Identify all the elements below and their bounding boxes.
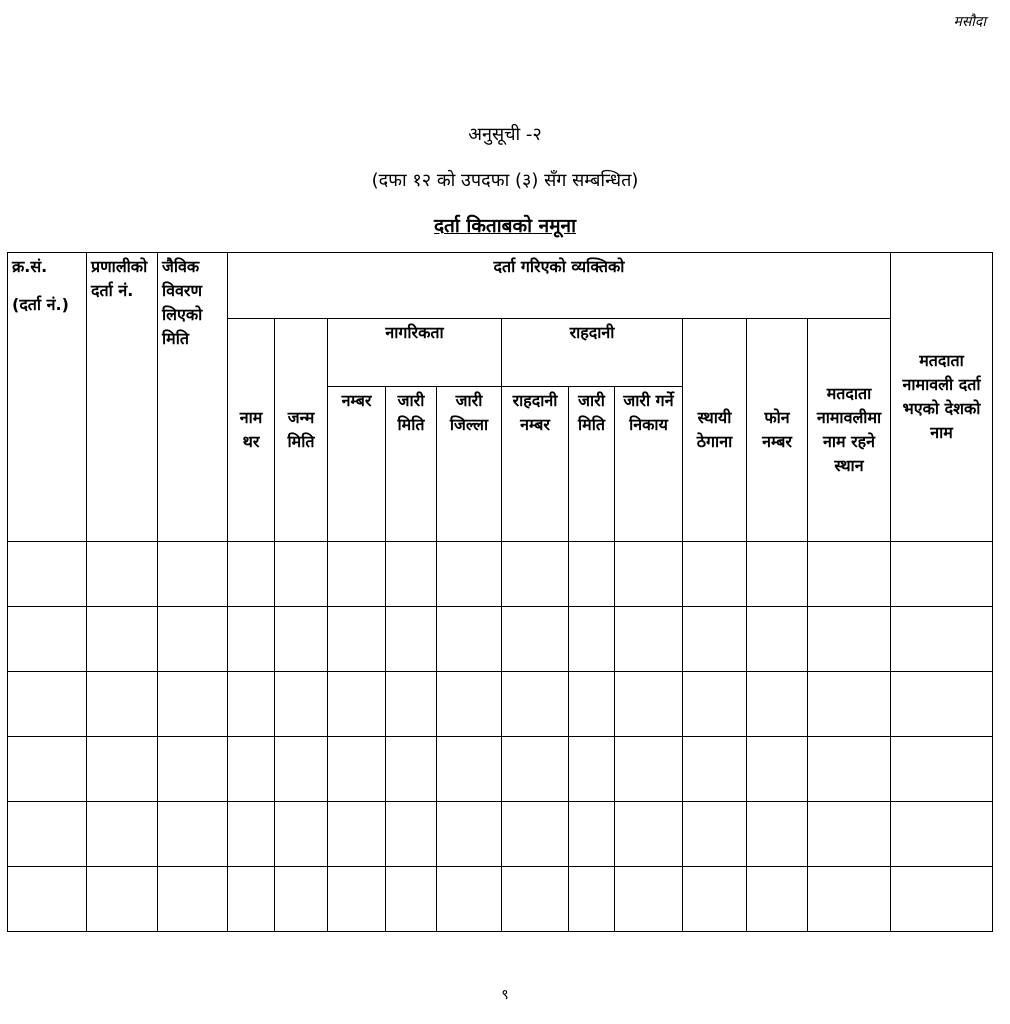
table-cell <box>87 607 158 672</box>
header-passport: राहदानी <box>502 319 683 387</box>
table-cell <box>615 867 683 932</box>
table-cell <box>891 737 993 802</box>
table-cell <box>158 542 228 607</box>
table-cell <box>502 672 569 737</box>
table-cell <box>386 672 437 737</box>
table-cell <box>386 802 437 867</box>
table-cell <box>328 542 386 607</box>
table-cell <box>8 542 87 607</box>
table-cell <box>808 542 891 607</box>
table-cell <box>891 802 993 867</box>
table-cell <box>437 867 502 932</box>
table-cell <box>158 672 228 737</box>
table-row <box>8 607 993 672</box>
table-cell <box>502 737 569 802</box>
table-cell <box>891 607 993 672</box>
table-cell <box>808 867 891 932</box>
table-row <box>8 672 993 737</box>
table-cell <box>275 802 328 867</box>
table-cell <box>891 672 993 737</box>
table-cell <box>747 542 808 607</box>
table-cell <box>158 737 228 802</box>
table-cell <box>891 867 993 932</box>
table-cell <box>8 737 87 802</box>
table-cell <box>683 802 747 867</box>
table-cell <box>87 542 158 607</box>
table-cell <box>569 542 615 607</box>
table-cell <box>569 737 615 802</box>
table-cell <box>502 607 569 672</box>
table-cell <box>328 737 386 802</box>
header-voter-place: मतदाता नामावलीमा नाम रहने स्थान <box>808 319 891 542</box>
table-cell <box>569 672 615 737</box>
table-cell <box>386 607 437 672</box>
table-cell <box>747 867 808 932</box>
section-reference: (दफा १२ को उपदफा (३) सँग सम्बन्धित) <box>371 170 639 191</box>
table-cell <box>228 542 275 607</box>
table-cell <box>569 802 615 867</box>
table-cell <box>87 802 158 867</box>
header-voter-country: मतदाता नामावली दर्ता भएको देशको नाम <box>891 253 993 542</box>
header-passport-issue-date: जारी मिति <box>569 387 615 542</box>
header-serial: क्र.सं. (दर्ता नं.) <box>8 253 87 542</box>
table-cell <box>808 802 891 867</box>
table-cell <box>228 672 275 737</box>
table-cell <box>808 672 891 737</box>
header-citizenship-issue-date: जारी मिति <box>386 387 437 542</box>
header-permanent-address: स्थायी ठेगाना <box>683 319 747 542</box>
table-cell <box>158 867 228 932</box>
table-cell <box>747 737 808 802</box>
table-cell <box>228 607 275 672</box>
table-cell <box>437 802 502 867</box>
table-cell <box>615 542 683 607</box>
table-cell <box>747 672 808 737</box>
table-cell <box>8 672 87 737</box>
table-cell <box>502 542 569 607</box>
header-citizenship-number: नम्बर <box>328 387 386 542</box>
header-dob: जन्म मिति <box>275 319 328 542</box>
table-cell <box>683 672 747 737</box>
table-cell <box>158 607 228 672</box>
table-cell <box>87 737 158 802</box>
header-registered-person: दर्ता गरिएको व्यक्तिको <box>228 253 891 319</box>
table-cell <box>386 737 437 802</box>
table-cell <box>87 867 158 932</box>
draft-mark: मसौदा <box>953 14 986 30</box>
table-cell <box>683 867 747 932</box>
table-cell <box>275 672 328 737</box>
table-cell <box>228 802 275 867</box>
table-cell <box>683 542 747 607</box>
table-cell <box>228 737 275 802</box>
table-cell <box>328 672 386 737</box>
table-cell <box>808 737 891 802</box>
table-cell <box>158 802 228 867</box>
table-cell <box>747 802 808 867</box>
table-cell <box>386 867 437 932</box>
table-cell <box>386 542 437 607</box>
header-name: नाम थर <box>228 319 275 542</box>
table-cell <box>502 802 569 867</box>
table-cell <box>8 607 87 672</box>
table-cell <box>891 542 993 607</box>
header-system-reg: प्रणालीको दर्ता नं. <box>87 253 158 542</box>
table-cell <box>275 542 328 607</box>
table-cell <box>615 672 683 737</box>
table-cell <box>569 607 615 672</box>
table-cell <box>615 802 683 867</box>
table-cell <box>328 607 386 672</box>
table-cell <box>569 867 615 932</box>
table-cell <box>328 867 386 932</box>
table-cell <box>615 607 683 672</box>
table-cell <box>683 607 747 672</box>
page-number: ९ <box>501 987 509 1003</box>
header-passport-number: राहदानी नम्बर <box>502 387 569 542</box>
header-passport-issuing-body: जारी गर्ने निकाय <box>615 387 683 542</box>
header-biometric-date: जैविक विवरण लिएको मिति <box>158 253 228 542</box>
table-row <box>8 867 993 932</box>
table-cell <box>275 867 328 932</box>
header-citizenship: नागरिकता <box>328 319 502 387</box>
table-cell <box>747 607 808 672</box>
table-cell <box>228 867 275 932</box>
table-cell <box>437 607 502 672</box>
table-cell <box>275 737 328 802</box>
table-cell <box>8 867 87 932</box>
table-row <box>8 542 993 607</box>
table-row <box>8 737 993 802</box>
registration-table <box>7 252 993 932</box>
header-phone: फोन नम्बर <box>747 319 808 542</box>
table-cell <box>275 607 328 672</box>
table-row <box>8 802 993 867</box>
table-cell <box>437 672 502 737</box>
table-cell <box>683 737 747 802</box>
table-cell <box>437 737 502 802</box>
table-cell <box>808 607 891 672</box>
form-title: दर्ता किताबको नमूना <box>433 215 577 237</box>
schedule-heading: अनुसूची -२ <box>468 124 542 145</box>
table-cell <box>8 802 87 867</box>
table-cell <box>615 737 683 802</box>
table-cell <box>437 542 502 607</box>
table-cell <box>87 672 158 737</box>
table-cell <box>502 867 569 932</box>
table-cell <box>328 802 386 867</box>
header-citizenship-issue-district: जारी जिल्ला <box>437 387 502 542</box>
